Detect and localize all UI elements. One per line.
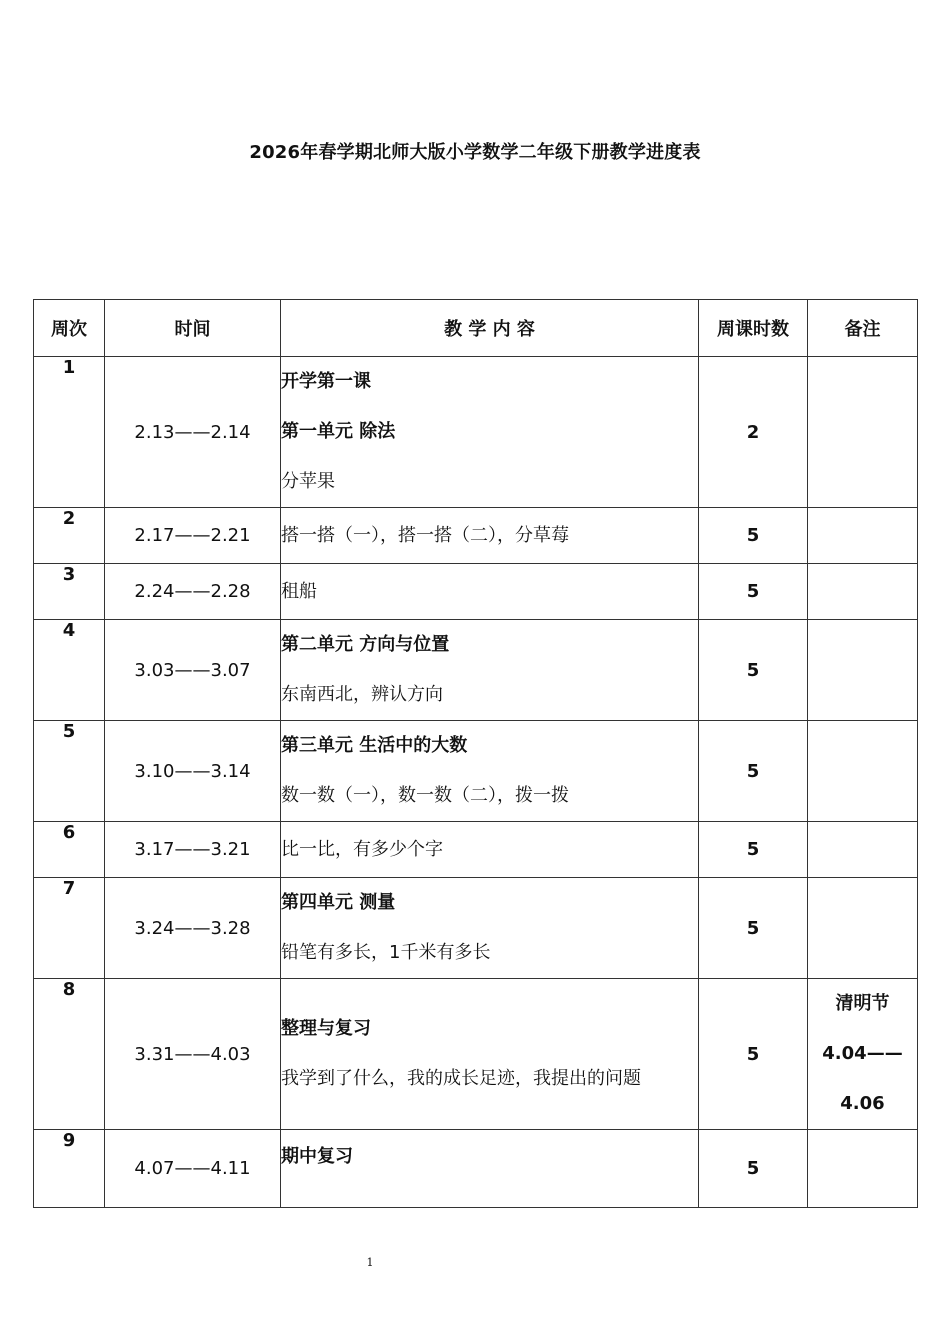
note-line: 4.06 (840, 1093, 885, 1114)
table-row (34, 564, 918, 620)
note-cell (808, 620, 918, 721)
hours-cell: 5 (699, 564, 808, 620)
content-cell (281, 1130, 699, 1208)
week-cell: 3 (34, 564, 105, 620)
table-row (34, 721, 918, 822)
content-line: 第四单元 测量 (281, 892, 396, 913)
time-cell: 2.13——2.14 (105, 357, 281, 508)
time-cell: 3.03——3.07 (105, 620, 281, 721)
header-note: 备注 (808, 300, 918, 357)
header-week: 周次 (34, 300, 105, 357)
time-cell: 4.07——4.11 (105, 1130, 281, 1208)
note-cell (808, 564, 918, 620)
content-line: 分苹果 (281, 471, 335, 492)
time-cell: 2.17——2.21 (105, 508, 281, 564)
time-cell: 3.10——3.14 (105, 721, 281, 822)
time-cell: 3.17——3.21 (105, 822, 281, 878)
page-number: 1 (366, 1256, 374, 1269)
content-cell (281, 508, 699, 564)
content-cell (281, 564, 699, 620)
table-row (34, 979, 918, 1130)
hours-cell: 5 (699, 1130, 808, 1208)
note-cell (808, 822, 918, 878)
hours-cell: 2 (699, 357, 808, 508)
content-line: 我学到了什么，我的成长足迹，我提出的问题 (281, 1068, 641, 1089)
note-cell (808, 1130, 918, 1208)
hours-cell: 5 (699, 620, 808, 721)
hours-cell: 5 (699, 508, 808, 564)
page-title: 2026年春学期北师大版小学数学二年级下册教学进度表 (249, 142, 701, 163)
time-cell: 2.24——2.28 (105, 564, 281, 620)
content-line: 租船 (281, 580, 317, 602)
content-cell (281, 357, 699, 508)
week-cell: 5 (34, 721, 105, 822)
content-line: 开学第一课 (281, 371, 371, 392)
content-line: 第二单元 方向与位置 (281, 634, 450, 655)
note-cell (808, 878, 918, 979)
note-cell (808, 357, 918, 508)
header-content: 教 学 内 容 (281, 300, 699, 357)
week-cell: 2 (34, 508, 105, 564)
content-line: 搭一搭（一），搭一搭（二），分草莓 (281, 524, 569, 546)
content-cell (281, 822, 699, 878)
week-cell: 4 (34, 620, 105, 721)
table-row (34, 508, 918, 564)
week-cell: 1 (34, 357, 105, 508)
note-line: 清明节 (835, 993, 890, 1014)
table-row (34, 878, 918, 979)
hours-cell: 5 (699, 878, 808, 979)
content-cell (281, 979, 699, 1130)
week-cell: 6 (34, 822, 105, 878)
header-hours: 周课时数 (699, 300, 808, 357)
table-row (34, 357, 918, 508)
content-line: 比一比，有多少个字 (281, 838, 443, 860)
content-cell (281, 620, 699, 721)
header-time: 时间 (105, 300, 281, 357)
week-cell: 9 (34, 1130, 105, 1208)
content-line: 期中复习 (281, 1146, 353, 1167)
note-line: 4.04—— (822, 1043, 903, 1064)
hours-cell: 5 (699, 822, 808, 878)
content-line: 整理与复习 (281, 1018, 371, 1039)
content-line: 铅笔有多长，1千米有多长 (281, 942, 491, 963)
content-line: 第一单元 除法 (281, 421, 396, 442)
table-row (34, 620, 918, 721)
note-cell (808, 721, 918, 822)
time-cell: 3.24——3.28 (105, 878, 281, 979)
time-cell: 3.31——4.03 (105, 979, 281, 1130)
content-line: 东南西北，辨认方向 (281, 684, 443, 705)
note-cell (808, 979, 918, 1130)
content-line: 第三单元 生活中的大数 (281, 735, 468, 756)
note-cell (808, 508, 918, 564)
content-cell (281, 721, 699, 822)
hours-cell: 5 (699, 721, 808, 822)
schedule-table (33, 299, 918, 1208)
header-row (34, 300, 918, 357)
table-row (34, 1130, 918, 1208)
week-cell: 7 (34, 878, 105, 979)
week-cell: 8 (34, 979, 105, 1130)
hours-cell: 5 (699, 979, 808, 1130)
content-line: 数一数（一），数一数（二），拨一拨 (281, 785, 569, 806)
table-row (34, 822, 918, 878)
content-cell (281, 878, 699, 979)
schedule-body (34, 357, 918, 1208)
